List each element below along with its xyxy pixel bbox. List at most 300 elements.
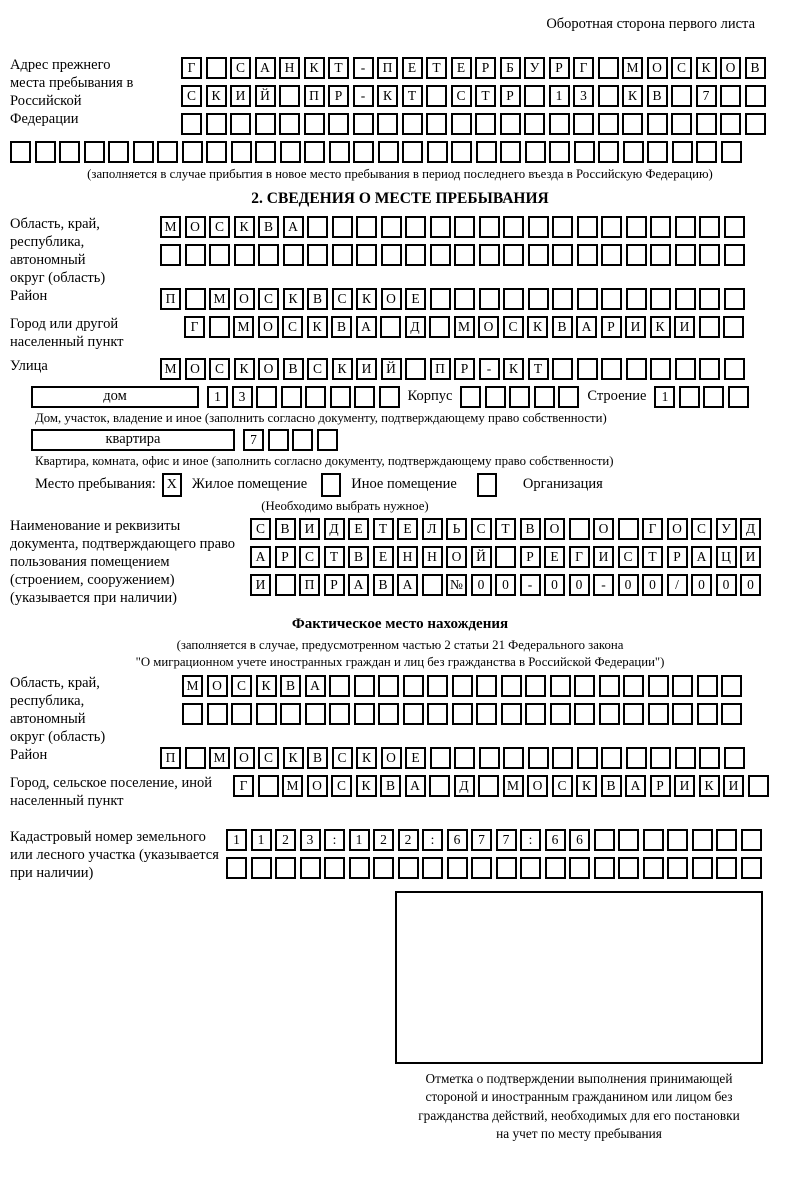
char-box: К: [503, 358, 524, 380]
char-box: [426, 113, 447, 135]
char-box: [594, 857, 615, 879]
char-box: [692, 829, 713, 851]
char-box: [745, 113, 766, 135]
char-box: Й: [471, 546, 492, 568]
char-box: [650, 288, 671, 310]
stamp-caption-line-2: стороной и иностранным гражданином или лицом без: [425, 1089, 733, 1105]
char-box: К: [234, 358, 255, 380]
char-box: Ь: [446, 518, 467, 540]
char-box: [329, 675, 350, 697]
char-box: [373, 857, 394, 879]
char-box: [255, 141, 276, 163]
char-box: Т: [402, 85, 423, 107]
char-box: К: [356, 288, 377, 310]
char-box: [185, 244, 206, 266]
char-box: [692, 857, 713, 879]
char-box: [500, 141, 521, 163]
char-box: [451, 141, 472, 163]
char-box: [598, 141, 619, 163]
char-box: [648, 703, 669, 725]
char-box: [279, 113, 300, 135]
char-box: [643, 829, 664, 851]
fact-oblast-row-2: [182, 703, 742, 725]
char-box: [528, 244, 549, 266]
char-box: С: [230, 57, 251, 79]
prev-address-row-3: [181, 113, 766, 135]
char-box: [430, 244, 451, 266]
char-box: О: [593, 518, 614, 540]
prev-address-rows: [181, 57, 766, 135]
char-box: [745, 85, 766, 107]
char-box: [460, 386, 481, 408]
char-box: [454, 288, 475, 310]
char-box: [672, 141, 693, 163]
fact-oblast-field: [10, 675, 790, 747]
char-box: С: [332, 288, 353, 310]
char-box: [476, 703, 497, 725]
oblast-field: [10, 216, 790, 288]
char-box: [728, 386, 749, 408]
char-box: [748, 775, 769, 797]
char-box: [626, 288, 647, 310]
char-box: Т: [495, 518, 516, 540]
char-box: И: [625, 316, 646, 338]
char-box: К: [356, 747, 377, 769]
char-box: В: [275, 518, 296, 540]
char-box: [623, 703, 644, 725]
char-box: [724, 358, 745, 380]
char-box: [675, 288, 696, 310]
char-box: [379, 386, 400, 408]
char-box: Е: [402, 57, 423, 79]
char-box: [721, 703, 742, 725]
char-box: [618, 829, 639, 851]
char-box: [185, 747, 206, 769]
document-rows: [250, 518, 761, 596]
char-box: [231, 703, 252, 725]
char-box: [524, 113, 545, 135]
char-box: И: [593, 546, 614, 568]
char-box: [721, 675, 742, 697]
char-box: [378, 675, 399, 697]
char-box: [430, 747, 451, 769]
char-box: 0: [544, 574, 565, 596]
char-box: [452, 675, 473, 697]
char-box: [479, 216, 500, 238]
char-box: :: [422, 829, 443, 851]
char-box: П: [377, 57, 398, 79]
char-box: С: [552, 775, 573, 797]
char-box: [626, 244, 647, 266]
char-box: [675, 358, 696, 380]
char-box: №: [446, 574, 467, 596]
char-box: Р: [475, 57, 496, 79]
char-box: [577, 244, 598, 266]
char-box: [378, 141, 399, 163]
char-box: И: [674, 316, 695, 338]
char-box: [332, 216, 353, 238]
char-box: К: [650, 316, 671, 338]
char-box: В: [601, 775, 622, 797]
char-box: [398, 857, 419, 879]
char-box: -: [593, 574, 614, 596]
char-box: [226, 857, 247, 879]
char-box: [356, 216, 377, 238]
char-box: [206, 113, 227, 135]
char-box: Т: [324, 546, 345, 568]
ulitsa-label: Улица: [10, 357, 48, 374]
char-box: [598, 57, 619, 79]
char-box: [234, 244, 255, 266]
char-box: [534, 386, 555, 408]
char-box: В: [373, 574, 394, 596]
char-box: [618, 857, 639, 879]
char-box: [108, 141, 129, 163]
char-box: К: [332, 358, 353, 380]
char-box: [300, 857, 321, 879]
char-box: [550, 703, 571, 725]
char-box: К: [356, 775, 377, 797]
char-box: В: [258, 216, 279, 238]
char-box: С: [332, 747, 353, 769]
char-box: [283, 244, 304, 266]
char-box: А: [576, 316, 597, 338]
char-box: 2: [398, 829, 419, 851]
char-box: [403, 703, 424, 725]
char-box: Е: [405, 288, 426, 310]
char-box: 1: [654, 386, 675, 408]
char-box: П: [160, 747, 181, 769]
char-box: [577, 358, 598, 380]
stamp-box: [395, 891, 763, 1064]
char-box: [349, 857, 370, 879]
char-box: Н: [422, 546, 443, 568]
prev-address-label: Адрес прежнего места пребывания в Российской Федерации: [10, 57, 134, 127]
char-box: М: [160, 358, 181, 380]
char-box: К: [377, 85, 398, 107]
char-box: [209, 244, 230, 266]
char-box: [84, 141, 105, 163]
char-box: [697, 675, 718, 697]
char-box: И: [740, 546, 761, 568]
char-box: [182, 141, 203, 163]
kadastr-label: Кадастровый номер земельного или лесного участка (указывается при наличии): [10, 829, 219, 881]
kvartira-caption: Квартира, комната, офис и иное (заполнить согласно документу, подтверждающему право собственности): [35, 453, 614, 468]
char-box: Р: [324, 574, 345, 596]
fact-note-1: (заполняется в случае, предусмотренном частью 2 статьи 21 Федерального закона: [176, 637, 624, 652]
kadastr-rows: [226, 829, 762, 879]
char-box: Д: [405, 316, 426, 338]
char-box: Е: [544, 546, 565, 568]
char-box: [475, 113, 496, 135]
char-box: И: [250, 574, 271, 596]
fact-gorod-row: [233, 775, 769, 797]
char-box: Р: [549, 57, 570, 79]
stamp-caption-line-1: Отметка о подтверждении выполнения принимающей: [425, 1070, 733, 1086]
char-box: С: [282, 316, 303, 338]
char-box: О: [720, 57, 741, 79]
char-box: [181, 113, 202, 135]
char-box: О: [258, 358, 279, 380]
char-box: 6: [447, 829, 468, 851]
char-box: [720, 85, 741, 107]
char-box: [209, 316, 230, 338]
char-box: [292, 429, 313, 451]
char-box: [650, 216, 671, 238]
char-box: М: [209, 288, 230, 310]
char-box: С: [671, 57, 692, 79]
char-box: С: [471, 518, 492, 540]
char-box: О: [207, 675, 228, 697]
char-box: [430, 216, 451, 238]
prev-address-row-4: [10, 141, 790, 163]
char-box: [59, 141, 80, 163]
char-box: [622, 113, 643, 135]
char-box: [275, 857, 296, 879]
char-box: [280, 141, 301, 163]
char-box: О: [446, 546, 467, 568]
char-box: 6: [545, 829, 566, 851]
char-box: [304, 113, 325, 135]
char-box: [647, 141, 668, 163]
char-box: [317, 429, 338, 451]
char-box: О: [647, 57, 668, 79]
char-box: [454, 747, 475, 769]
char-box: 1: [207, 386, 228, 408]
char-box: [422, 574, 443, 596]
document-row-1: [250, 518, 761, 540]
char-box: -: [520, 574, 541, 596]
char-box: [703, 386, 724, 408]
char-box: М: [282, 775, 303, 797]
char-box: Р: [454, 358, 475, 380]
char-box: С: [503, 316, 524, 338]
char-box: [133, 141, 154, 163]
char-box: [451, 113, 472, 135]
char-box: [429, 316, 450, 338]
char-box: [525, 675, 546, 697]
char-box: К: [234, 216, 255, 238]
char-box: [552, 216, 573, 238]
char-box: [353, 113, 374, 135]
char-box: [258, 775, 279, 797]
char-box: [206, 57, 227, 79]
fact-oblast-label: Область, край, республика, автономный округ (область): [10, 675, 106, 746]
korpus-cells: [460, 386, 579, 408]
char-box: [256, 386, 277, 408]
char-box: [724, 747, 745, 769]
char-box: [471, 857, 492, 879]
char-box: [672, 675, 693, 697]
oblast-row-2: [160, 244, 745, 266]
char-box: О: [544, 518, 565, 540]
char-box: [503, 216, 524, 238]
char-box: [549, 141, 570, 163]
char-box: 6: [569, 829, 590, 851]
char-box: [251, 857, 272, 879]
char-box: [231, 141, 252, 163]
char-box: [427, 141, 448, 163]
prev-address-row-2: [181, 85, 766, 107]
char-box: [405, 244, 426, 266]
char-box: П: [299, 574, 320, 596]
char-box: С: [250, 518, 271, 540]
char-box: А: [283, 216, 304, 238]
char-box: [545, 857, 566, 879]
char-box: 1: [226, 829, 247, 851]
char-box: [525, 141, 546, 163]
char-box: 0: [471, 574, 492, 596]
char-box: Р: [667, 546, 688, 568]
char-box: 3: [300, 829, 321, 851]
dom-cells: [207, 386, 400, 408]
char-box: А: [691, 546, 712, 568]
char-box: 1: [251, 829, 272, 851]
char-box: Г: [569, 546, 590, 568]
char-box: [618, 518, 639, 540]
char-box: 0: [618, 574, 639, 596]
char-box: С: [691, 518, 712, 540]
char-box: Е: [451, 57, 472, 79]
option-zhiloe-label: Жилое помещение: [191, 476, 308, 493]
char-box: С: [331, 775, 352, 797]
char-box: [626, 216, 647, 238]
char-box: [447, 857, 468, 879]
char-box: :: [520, 829, 541, 851]
char-box: [601, 288, 622, 310]
char-box: [324, 857, 345, 879]
char-box: [279, 85, 300, 107]
char-box: [577, 747, 598, 769]
option-inoe-label: Иное помещение: [351, 476, 457, 493]
char-box: [427, 703, 448, 725]
char-box: [552, 288, 573, 310]
char-box: Р: [500, 85, 521, 107]
mesto-label: Место пребывания:: [35, 476, 156, 493]
char-box: [528, 747, 549, 769]
char-box: А: [405, 775, 426, 797]
char-box: [520, 857, 541, 879]
char-box: С: [299, 546, 320, 568]
char-box: Г: [642, 518, 663, 540]
char-box: [552, 358, 573, 380]
char-box: Г: [233, 775, 254, 797]
char-box: К: [622, 85, 643, 107]
rayon-row: [160, 288, 745, 310]
char-box: [403, 675, 424, 697]
checkbox-organizatsiya: [477, 473, 497, 497]
char-box: Б: [500, 57, 521, 79]
char-box: С: [451, 85, 472, 107]
char-box: [275, 574, 296, 596]
stamp-caption: [393, 1070, 765, 1143]
char-box: [10, 141, 31, 163]
char-box: [281, 386, 302, 408]
oblast-row-1: [160, 216, 745, 238]
char-box: [160, 244, 181, 266]
char-box: [697, 703, 718, 725]
char-box: [650, 244, 671, 266]
document-field: [10, 518, 790, 608]
char-box: У: [716, 518, 737, 540]
char-box: [330, 386, 351, 408]
char-box: 7: [471, 829, 492, 851]
char-box: И: [230, 85, 251, 107]
char-box: Р: [328, 85, 349, 107]
char-box: [549, 113, 570, 135]
char-box: [427, 675, 448, 697]
char-box: Й: [381, 358, 402, 380]
char-box: [558, 386, 579, 408]
char-box: П: [304, 85, 325, 107]
fact-gorod-label: Город, сельское поселение, иной населенный пункт: [10, 775, 213, 810]
char-box: Н: [397, 546, 418, 568]
gorod-row: [184, 316, 744, 338]
char-box: [503, 288, 524, 310]
char-box: Е: [348, 518, 369, 540]
char-box: [503, 244, 524, 266]
char-box: М: [503, 775, 524, 797]
char-box: В: [307, 747, 328, 769]
char-box: [552, 747, 573, 769]
char-box: [430, 288, 451, 310]
rayon-field: [10, 288, 790, 310]
char-box: К: [699, 775, 720, 797]
char-box: Г: [184, 316, 205, 338]
char-box: [623, 675, 644, 697]
char-box: О: [258, 316, 279, 338]
char-box: Т: [475, 85, 496, 107]
char-box: К: [576, 775, 597, 797]
char-box: [35, 141, 56, 163]
section2-title: 2. СВЕДЕНИЯ О МЕСТЕ ПРЕБЫВАНИЯ: [251, 190, 549, 207]
page-side-note: Оборотная сторона первого листа: [546, 16, 755, 32]
char-box: Д: [324, 518, 345, 540]
char-box: [185, 288, 206, 310]
char-box: [479, 747, 500, 769]
char-box: А: [255, 57, 276, 79]
char-box: [675, 244, 696, 266]
char-box: 0: [569, 574, 590, 596]
char-box: С: [209, 216, 230, 238]
char-box: /: [667, 574, 688, 596]
char-box: К: [307, 316, 328, 338]
fact-rayon-field: [10, 747, 790, 769]
kadastr-row-2: [226, 857, 762, 879]
char-box: А: [305, 675, 326, 697]
option-organizatsiya-label: Организация: [522, 476, 603, 493]
char-box: И: [299, 518, 320, 540]
char-box: [381, 216, 402, 238]
char-box: В: [348, 546, 369, 568]
char-box: А: [250, 546, 271, 568]
char-box: К: [256, 675, 277, 697]
char-box: [672, 703, 693, 725]
char-box: Р: [520, 546, 541, 568]
char-box: 1: [349, 829, 370, 851]
char-box: [671, 113, 692, 135]
char-box: 7: [696, 85, 717, 107]
char-box: А: [625, 775, 646, 797]
char-box: О: [667, 518, 688, 540]
char-box: [741, 829, 762, 851]
char-box: 0: [691, 574, 712, 596]
char-box: С: [258, 747, 279, 769]
ulitsa-row: [160, 358, 745, 380]
char-box: [378, 703, 399, 725]
char-box: [426, 85, 447, 107]
char-box: М: [160, 216, 181, 238]
